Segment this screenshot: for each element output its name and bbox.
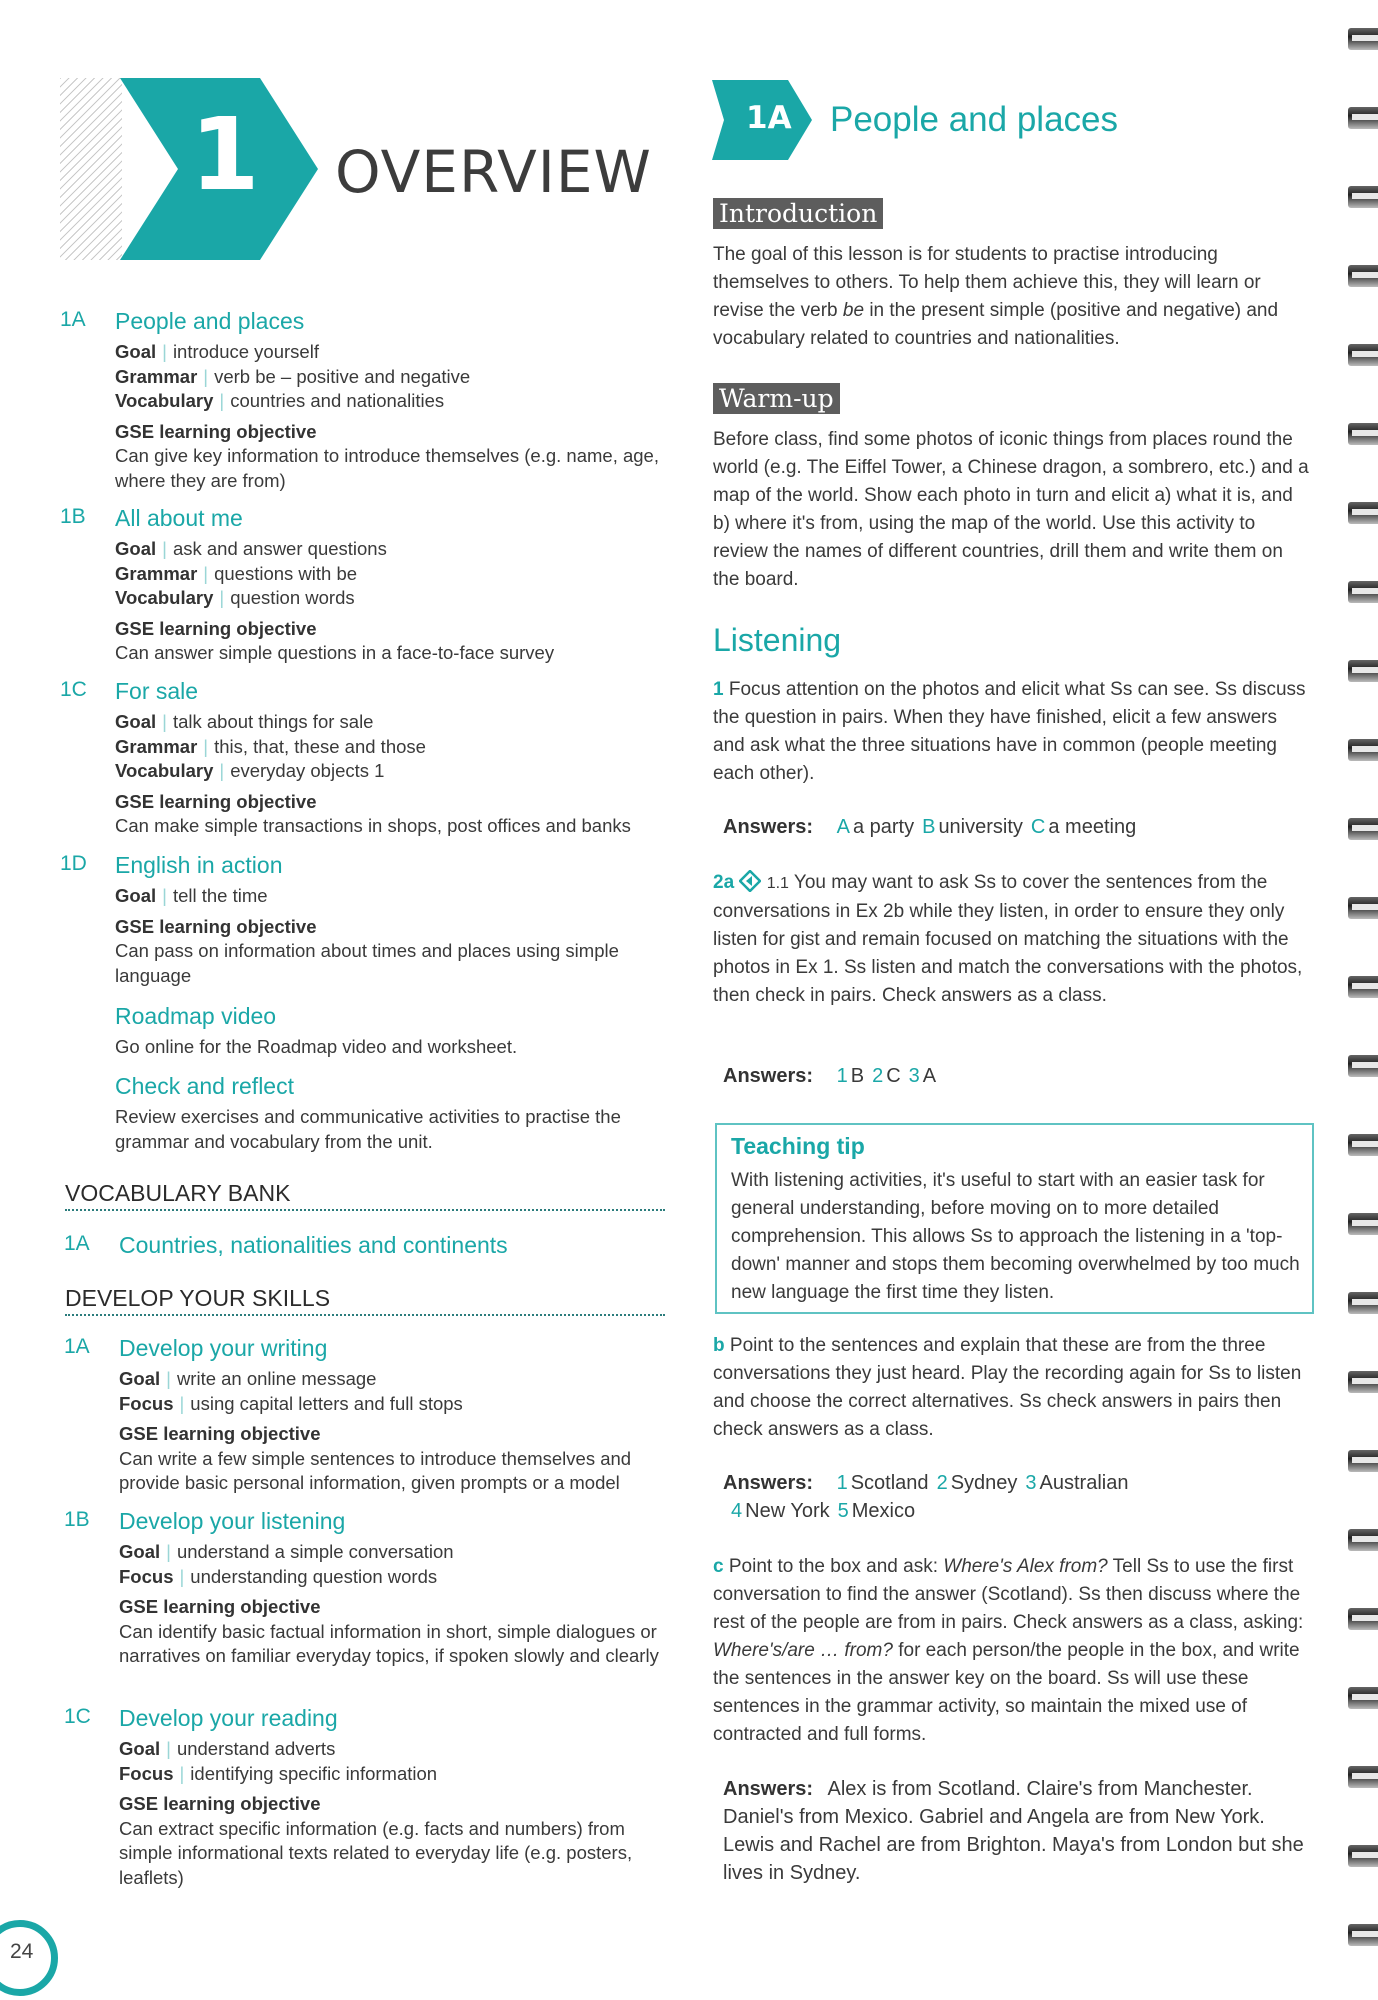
answer-letter: 5 [837, 1500, 849, 1522]
spiral-ring [1348, 1213, 1378, 1235]
track-number: 1.1 [766, 875, 789, 892]
objective-label: Grammar [115, 735, 198, 757]
unit-code: 1B [60, 505, 86, 528]
teaching-tip-title: Teaching tip [731, 1133, 865, 1159]
unit-title: All about me [115, 505, 243, 531]
roadmap-title: Roadmap video [115, 1003, 277, 1029]
answer-text: C [886, 1065, 901, 1087]
objective-label: Vocabulary [115, 390, 214, 411]
objective-label: Goal [119, 1738, 161, 1759]
exercise-2c-text: Point to the box and ask: Where's Alex from? Tell Ss to use the first conversation to find the answer (Scotland). Ss then discuss where the rest of the people are from in pairs. Check answers as a class, asking: Where's/are … from? for each person/the people in the box, and write the sentences in the answer key on the board. Ss will use these sentences in the grammar activity, so maintain the mixed use of contracted and full forms. [713, 1556, 1304, 1745]
objective-row [119, 1540, 679, 1565]
answers-2a [723, 1062, 1313, 1090]
spiral-ring [1348, 1608, 1378, 1630]
objective-label: Goal [115, 341, 157, 362]
gse-heading: GSE learning objective [115, 915, 317, 937]
gse-text: Can give key information to introduce themselves (e.g. name, age, where they are from) [115, 445, 659, 491]
objective-label: Grammar [115, 365, 198, 387]
exercise-2a [713, 869, 1313, 1010]
spiral-ring [1348, 502, 1378, 524]
spiral-ring [1348, 1924, 1378, 1946]
unit-title: Develop your listening [119, 1508, 346, 1534]
objective-text: talk about things for sale [172, 711, 374, 732]
separator: | [219, 587, 225, 608]
objective-row [115, 710, 675, 735]
roadmap-text: Go online for the Roadmap video and worksheet. [115, 1036, 518, 1057]
objective-label: Goal [115, 885, 157, 906]
objective-text: understand a simple conversation [176, 1541, 454, 1562]
objective-text: countries and nationalities [230, 390, 445, 411]
vocabulary-bank-heading: VOCABULARY BANK [65, 1180, 665, 1211]
objective-row [115, 562, 675, 587]
answers-label: Answers: [723, 1472, 814, 1494]
gse-text: Can extract specific information (e.g. facts and numbers) from simple informational texts related to everyday life (e.g. posters, leaflets) [119, 1817, 633, 1888]
objective-row [119, 1367, 679, 1392]
objective-row [115, 340, 675, 365]
objective-text: questions with be [214, 562, 358, 584]
answers-label: Answers: [723, 1778, 814, 1800]
answer-letter: 2 [872, 1065, 884, 1087]
gse-text: Can answer simple questions in a face-to-face survey [115, 642, 555, 663]
listening-heading: Listening [713, 622, 842, 658]
spiral-ring [1348, 1134, 1378, 1156]
overview-title: OVERVIEW [335, 138, 652, 206]
answer-letter: C [1030, 816, 1046, 838]
unit-number: 1 [190, 96, 260, 213]
separator: | [166, 1368, 171, 1389]
exercise-number: 1 [713, 679, 724, 700]
answer-letter: 4 [731, 1500, 743, 1522]
answers-label: Answers: [723, 1065, 814, 1087]
separator: | [203, 365, 209, 387]
lesson-code: 1A [746, 100, 792, 136]
unit-body [119, 1367, 679, 1496]
objective-text: identifying specific information [190, 1762, 438, 1784]
spiral-ring [1348, 186, 1378, 208]
unit-body [115, 884, 675, 988]
unit-body [119, 1737, 679, 1890]
separator: | [219, 390, 225, 411]
unit-body [115, 710, 675, 839]
objective-text: understanding question words [190, 1565, 438, 1587]
spiral-ring [1348, 1055, 1378, 1077]
spiral-ring [1348, 1450, 1378, 1472]
overview-banner [60, 78, 320, 260]
objective-text: using capital letters and full stops [190, 1392, 463, 1414]
spiral-binding [1338, 0, 1378, 2000]
answers-label: Answers: [723, 816, 814, 838]
answer-letter: A [836, 816, 850, 838]
answer-text: university [938, 816, 1023, 838]
exercise-number: b [713, 1335, 725, 1356]
spiral-ring [1348, 976, 1378, 998]
unit-title: People and places [115, 308, 305, 334]
unit-title: Develop your writing [119, 1335, 328, 1361]
separator: | [179, 1762, 185, 1784]
answer-text: A [922, 1065, 937, 1087]
exercise-2c [713, 1553, 1313, 1749]
spiral-ring [1348, 344, 1378, 366]
gse-text: Can write a few simple sentences to introduce themselves and provide basic personal information, given prompts or a model [119, 1447, 632, 1493]
gse-heading: GSE learning objective [119, 1793, 321, 1814]
vocab-title: Countries, nationalities and continents [119, 1232, 508, 1258]
answer-text: New York [745, 1500, 830, 1522]
answer-letter: 3 [908, 1065, 920, 1087]
unit-code: 1A [64, 1335, 90, 1358]
overview-column [0, 0, 680, 2000]
spiral-ring [1348, 1292, 1378, 1314]
objective-text: introduce yourself [172, 341, 319, 362]
objective-label: Goal [119, 1368, 161, 1389]
objective-label: Focus [119, 1762, 174, 1784]
audio-track-icon [739, 870, 761, 892]
exercise-2b [713, 1332, 1313, 1444]
warmup-text: Before class, find some photos of iconic things from places round the world (e.g. The Eiffel Tower, a Chinese dragon, a sombrero, etc.) and a map of the world. Show each photo in turn and elicit a) what it is, and b) where it's from, using the map of the world. Use this activity to review the names of different countries, drill them and write them on the board. [713, 429, 1309, 590]
spiral-ring [1348, 739, 1378, 761]
unit-title: Develop your reading [119, 1705, 338, 1731]
unit-code: 1A [60, 308, 86, 331]
objective-row [115, 389, 675, 414]
answer-letter: 2 [936, 1472, 948, 1494]
unit-body [115, 537, 675, 666]
exercise-number: c [713, 1556, 724, 1577]
objective-row [119, 1762, 679, 1787]
unit-code: 1C [60, 678, 87, 701]
introduction-text: The goal of this lesson is for students to practise introducing themselves to others. To help them achieve this, they will learn or revise the verb be in the present simple (positive and negative) and vocabulary related to countries and nationalities. [713, 244, 1279, 349]
answers-1 [723, 813, 1313, 841]
spiral-ring [1348, 1371, 1378, 1393]
exercise-1-text: Focus attention on the photos and elicit what Ss can see. Ss discuss the question in pairs. When they have finished, elicit a few answers and ask what the three situations have in common (people meeting each other). [713, 679, 1306, 784]
objective-text: tell the time [172, 885, 268, 906]
exercise-number: 2a [713, 872, 735, 893]
objective-label: Goal [115, 711, 157, 732]
gse-heading: GSE learning objective [119, 1423, 321, 1444]
separator: | [162, 711, 167, 732]
spiral-ring [1348, 660, 1378, 682]
objective-label: Focus [119, 1565, 174, 1587]
gse-text: Can make simple transactions in shops, post offices and banks [115, 815, 631, 836]
answer-letter: 1 [836, 1472, 848, 1494]
objective-label: Goal [115, 538, 157, 559]
objective-text: question words [230, 587, 355, 608]
spiral-ring [1348, 581, 1378, 603]
spiral-ring [1348, 1529, 1378, 1551]
answers-2b [723, 1469, 1313, 1525]
answers-2c-text: Alex is from Scotland. Claire's from Manchester. Daniel's from Mexico. Gabriel and Angela are from New York. Lewis and Rachel are from Brighton. Maya's from London but she lives in Sydney. [723, 1778, 1304, 1884]
objective-label: Vocabulary [115, 587, 214, 608]
answer-text: B [850, 1065, 865, 1087]
objective-row [115, 735, 675, 760]
separator: | [162, 341, 167, 362]
separator: | [219, 760, 225, 781]
spiral-ring [1348, 1687, 1378, 1709]
unit-title: English in action [115, 852, 283, 878]
spiral-ring [1348, 28, 1378, 50]
spiral-ring [1348, 897, 1378, 919]
exercise-1 [713, 676, 1313, 788]
teaching-tip-text: With listening activities, it's useful to start with an easier task for general understanding, before moving on to more detailed comprehension. This allows Ss to approach the listening in a 'top-down' manner and stops them becoming overwhelmed by too much new language the first time they listen. [731, 1170, 1300, 1303]
unit-code: 1B [64, 1508, 90, 1531]
gse-heading: GSE learning objective [115, 790, 317, 812]
objective-text: write an online message [176, 1368, 377, 1389]
objective-row [115, 884, 675, 909]
unit-body [119, 1540, 679, 1669]
objective-text: understand adverts [176, 1738, 336, 1759]
answer-text: Sydney [950, 1472, 1018, 1494]
objective-label: Goal [119, 1541, 161, 1562]
spiral-ring [1348, 265, 1378, 287]
gse-heading: GSE learning objective [115, 617, 317, 639]
objective-row [115, 365, 675, 390]
separator: | [162, 538, 167, 559]
answer-letter: B [922, 816, 936, 838]
objective-label: Focus [119, 1392, 174, 1414]
answers-2c [723, 1775, 1313, 1887]
objective-text: verb be – positive and negative [214, 365, 471, 387]
unit-code: 1D [60, 852, 87, 875]
separator: | [179, 1392, 185, 1414]
answer-letter: 1 [836, 1065, 848, 1087]
objective-text: this, that, these and those [214, 735, 426, 757]
separator: | [203, 562, 209, 584]
objective-row [115, 759, 675, 784]
gse-text: Can identify basic factual information in short, simple dialogues or narratives on familiar everyday topics, if spoken slowly and clearly [119, 1620, 659, 1666]
spiral-ring [1348, 1766, 1378, 1788]
objective-label: Grammar [115, 562, 198, 584]
objective-row [115, 537, 675, 562]
separator: | [166, 1541, 171, 1562]
answer-text: Scotland [850, 1472, 929, 1494]
exercise-2b-text: Point to the sentences and explain that these are from the three conversations they just heard. Play the recording again for Ss to listen and choose the correct alternatives. Ss check answers in pairs then check answers as a class. [713, 1335, 1302, 1440]
page-number-badge [0, 1920, 60, 1998]
objective-row [119, 1392, 679, 1417]
lesson-column [710, 0, 1330, 2000]
warmup-label: Warm-up [713, 383, 840, 414]
spiral-ring [1348, 818, 1378, 840]
answer-text: a party [852, 816, 915, 838]
gse-heading: GSE learning objective [115, 420, 317, 442]
gse-text: Can pass on information about times and places using simple language [115, 940, 619, 986]
vocab-code: 1A [64, 1232, 90, 1255]
exercise-2a-text: You may want to ask Ss to cover the sentences from the conversations in Ex 2b while they listen, in order to ensure they only listen for gist and remain focused on matching the situations with the photos in Ex 1. Ss listen and match the conversations with the photos, then check in pairs. Check answers as a class. [713, 872, 1303, 1006]
lesson-title: People and places [830, 100, 1118, 139]
gse-heading: GSE learning objective [119, 1596, 321, 1617]
spiral-ring [1348, 107, 1378, 129]
check-reflect-text: Review exercises and communicative activities to practise the grammar and vocabulary from the unit. [115, 1106, 621, 1152]
separator: | [166, 1738, 171, 1759]
separator: | [162, 885, 167, 906]
objective-text: ask and answer questions [172, 538, 387, 559]
objective-text: everyday objects 1 [230, 760, 385, 781]
objective-row [119, 1565, 679, 1590]
answer-text: Australian [1039, 1472, 1129, 1494]
answer-letter: 3 [1025, 1472, 1037, 1494]
teaching-tip-box [715, 1123, 1314, 1314]
separator: | [179, 1565, 185, 1587]
spiral-ring [1348, 1845, 1378, 1867]
spiral-ring [1348, 423, 1378, 445]
develop-skills-heading: DEVELOP YOUR SKILLS [65, 1285, 665, 1316]
answer-text: Mexico [851, 1500, 916, 1522]
unit-title: For sale [115, 678, 199, 704]
objective-label: Vocabulary [115, 760, 214, 781]
unit-code: 1C [64, 1705, 91, 1728]
introduction-label: Introduction [713, 198, 883, 229]
separator: | [203, 735, 209, 757]
objective-row [119, 1737, 679, 1762]
unit-body [115, 340, 675, 493]
check-reflect-title: Check and reflect [115, 1073, 294, 1099]
answer-text: a meeting [1048, 816, 1137, 838]
objective-row [115, 586, 675, 611]
page-number: 24 [10, 1940, 34, 1963]
